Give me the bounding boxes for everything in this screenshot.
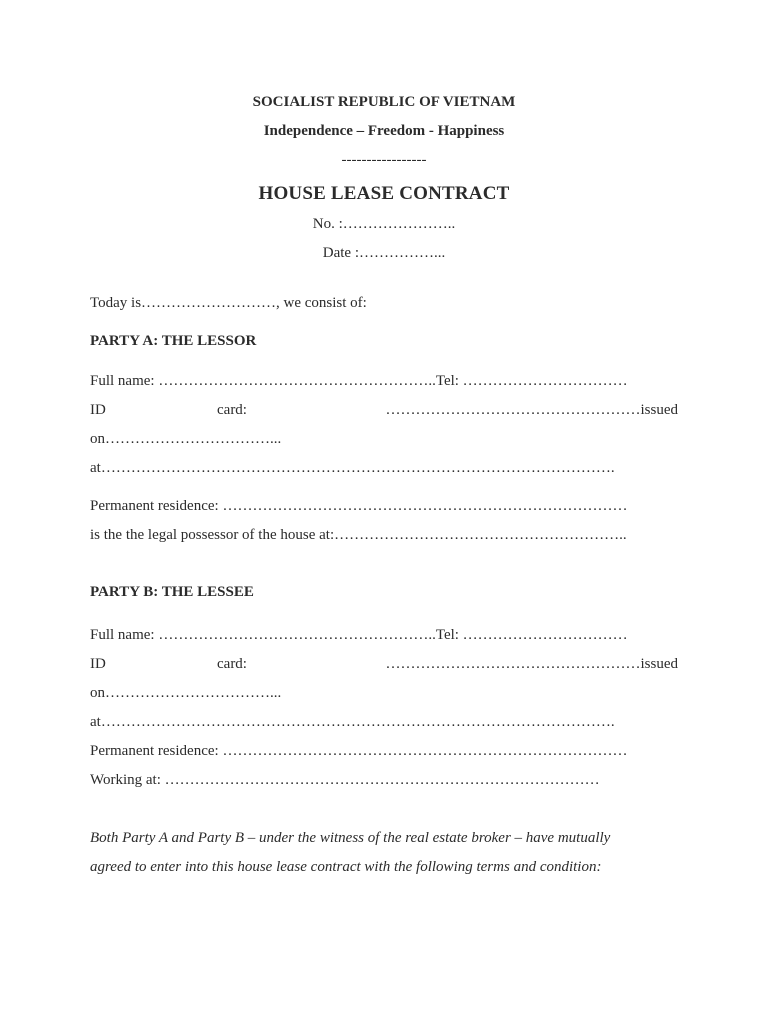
party-a-residence: Permanent residence: ……………………………………………………………………… [90,498,628,514]
party-a-issued-on: on……………………………... [90,431,282,447]
contract-date: Date :……………... [322,245,446,261]
agreement-line-1: Both Party A and Party B – under the witness of the real estate broker – have mutually [90,830,611,846]
id-dots: ……………………………………………issued [385,402,678,418]
agreement-line-2: agreed to enter into this house lease contract with the following terms and condition: [90,859,602,875]
card-label: card: [217,656,247,672]
card-label: card: [217,402,247,418]
motto-heading: Independence – Freedom - Happiness [263,123,505,139]
party-b-working-at: Working at: …………………………………………………………………………… [90,772,600,788]
party-a-full-name: Full name: ………………………………………………..Tel: …………………………… [90,373,628,389]
id-label: ID [90,656,106,672]
party-b-heading: PARTY B: THE LESSEE [90,584,254,600]
party-b-at: at…………………………………………………………………………………………. [90,714,615,730]
party-a-possessor: is the the legal possessor of the house at:………………………………………………….. [90,527,627,543]
country-heading: SOCIALIST REPUBLIC OF VIETNAM [252,94,516,110]
id-dots: ……………………………………………issued [385,656,678,672]
party-b-full-name: Full name: ………………………………………………..Tel: …………………………… [90,627,628,643]
party-a-heading: PARTY A: THE LESSOR [90,333,257,349]
party-b-residence: Permanent residence: ……………………………………………………………………… [90,743,628,759]
header-divider: ----------------- [341,152,427,168]
party-a-at: at…………………………………………………………………………………………. [90,460,615,476]
party-b-issued-on: on……………………………... [90,685,282,701]
id-label: ID [90,402,106,418]
contract-title: HOUSE LEASE CONTRACT [258,183,510,204]
intro-line: Today is………………………, we consist of: [90,295,367,311]
contract-number: No. :………………….. [312,216,456,232]
